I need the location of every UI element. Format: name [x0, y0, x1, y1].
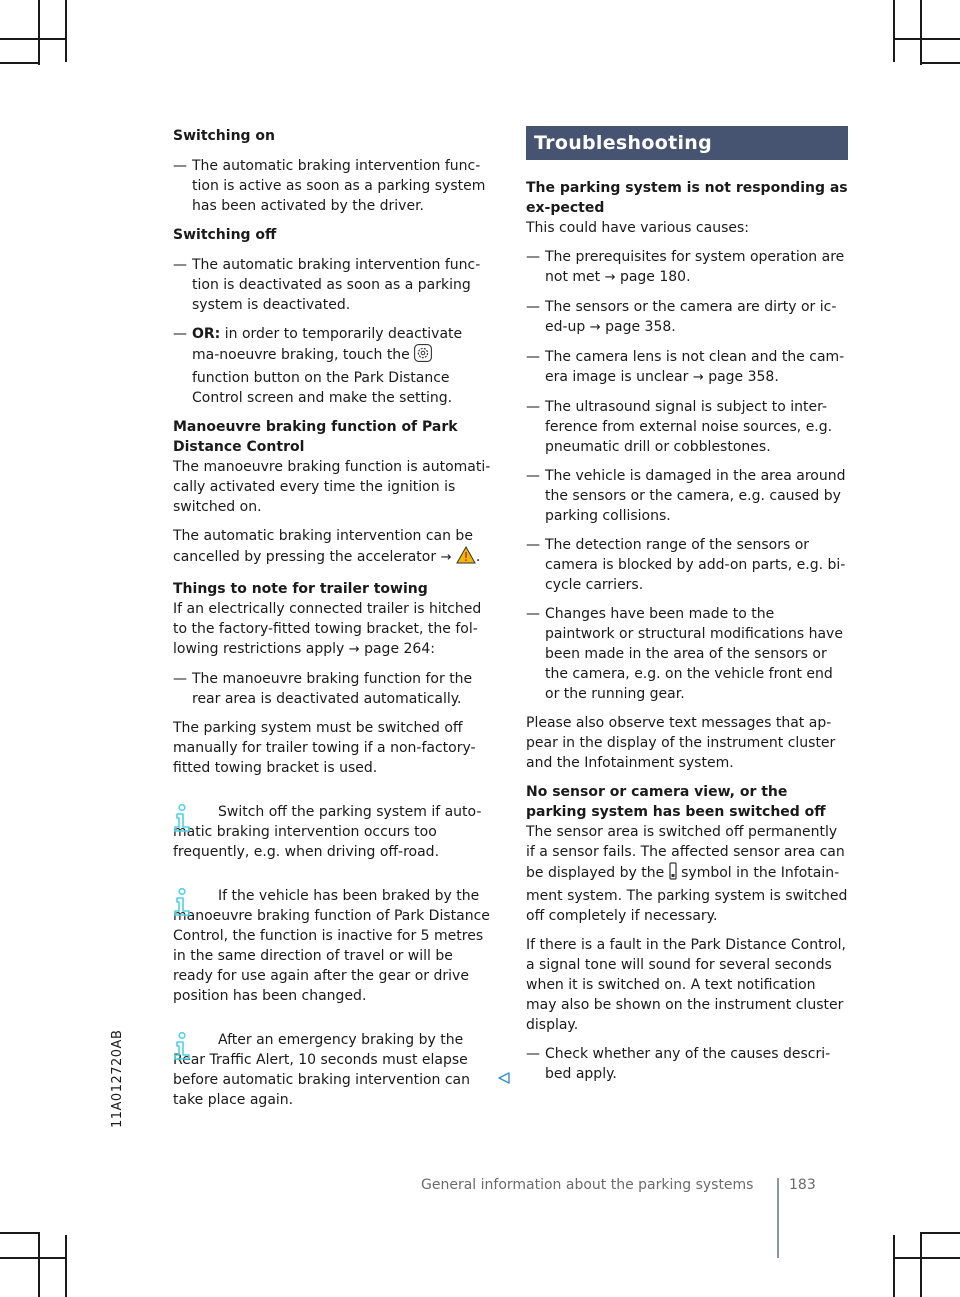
switching-off-list [173, 255, 493, 408]
footer-divider [777, 1178, 779, 1258]
paragraph-text: The sensor area is switched off permanently if a sensor fails. The affected sensor area can be displayed by the [526, 824, 845, 881]
list-item: — The automatic braking intervention func-tion is deactivated as soon as a parking system is deactivated. [173, 255, 493, 315]
list-item-text: function button on the Park Distance Control screen and make the setting. [192, 370, 453, 406]
list-item: — The automatic braking intervention func-tion is active as soon as a parking system has been activated by the driver. [173, 156, 493, 216]
crop-mark [0, 1232, 40, 1234]
arrow-right-icon: → [440, 550, 452, 565]
list-item-end: . [671, 319, 676, 335]
list-item-end: . [686, 269, 691, 285]
info-note [173, 802, 493, 862]
left-column [173, 126, 493, 1110]
crop-mark [920, 1232, 922, 1297]
crop-mark [38, 1232, 40, 1297]
crop-mark [0, 62, 40, 64]
page-reference[interactable]: page 180 [619, 269, 687, 285]
info-note [173, 886, 493, 1006]
gear-icon [414, 344, 432, 368]
info-note-icon [173, 1032, 191, 1060]
paragraph-text: If an electrically connected trailer is hitched to the factory-fitted towing bracket, the fol-lowing restrictions apply [173, 601, 482, 657]
crop-mark [38, 0, 40, 65]
list-item-end: . [774, 369, 779, 385]
list-item-text: in order to temporarily deactivate ma-noeuvre braking, touch the [192, 326, 463, 363]
note-text: If the vehicle has been braked by the manoeuvre braking function of Park Distance Control, the function is inactive for 5 metres in the same direction of travel or will be ready for use again after the gear or drive position has been changed. [173, 888, 490, 1004]
crop-mark [65, 0, 67, 62]
list-item: — The vehicle is damaged in the area around the sensors or the camera, e.g. caused by parking collisions. [526, 466, 848, 526]
list-item: — The manoeuvre braking function for the rear area is deactivated automatically. [173, 669, 493, 709]
paragraph-text: symbol in the Infotain-ment system. The parking system is switched off completely if necessary. [526, 865, 848, 924]
no-sensor-heading: No sensor or camera view, or the parking system has been switched off [526, 784, 826, 820]
page-reference[interactable]: page 358 [708, 369, 775, 385]
list-item [526, 247, 848, 288]
info-note [173, 1030, 493, 1110]
sensor-off-icon [669, 862, 677, 886]
paragraph-end: . [475, 549, 481, 565]
causes-list [526, 247, 848, 704]
list-item [173, 324, 493, 408]
no-sensor-paragraph: If there is a fault in the Park Distance Control, a signal tone will sound for several seconds when it is switched on. A text notification may also be shown on the instrument cluster display. [526, 937, 846, 1033]
list-item: — Changes have been made to the paintwork or structural modifications have been made in the area of the sensors or the camera, e.g. on the vehicle front end or the running gear. [526, 604, 848, 704]
page-reference[interactable]: page 358 [605, 319, 672, 335]
not-responding-heading: The parking system is not responding as ex-pected [526, 180, 848, 216]
switching-off-heading: Switching off [173, 227, 277, 243]
list-item-text: The sensors or the camera are dirty or ic-ed-up [545, 299, 837, 335]
crop-mark [920, 62, 960, 64]
paragraph-end: : [430, 641, 435, 657]
or-label: OR: [192, 326, 221, 342]
crop-mark [920, 0, 922, 65]
warning-triangle-icon [456, 546, 476, 570]
arrow-right-icon: → [692, 370, 704, 385]
arrow-right-icon: → [589, 320, 601, 335]
list-item-text: The prerequisites for system operation are not met [545, 249, 845, 285]
list-item [526, 347, 848, 388]
page-number: 183 [789, 1177, 816, 1193]
note-text: After an emergency braking by the Rear Traffic Alert, 10 seconds must elapse before automatic braking intervention can take place again. [173, 1032, 470, 1108]
trailer-heading: Things to note for trailer towing [173, 581, 428, 597]
trailer-list [173, 669, 493, 709]
switching-on-list [173, 156, 493, 216]
crop-mark [0, 1257, 65, 1259]
crop-mark [895, 1257, 960, 1259]
info-note-icon [173, 804, 191, 832]
footer-chapter-title: General information about the parking systems [421, 1177, 754, 1193]
observe-paragraph: Please also observe text messages that ap-pear in the display of the instrument cluster and the Infotainment system. [526, 715, 836, 771]
list-item [526, 297, 848, 338]
right-column [526, 126, 848, 1093]
info-note-icon [173, 888, 191, 916]
list-item: — The ultrasound signal is subject to inter-ference from external noise sources, e.g. pneumatic drill or cobblestones. [526, 397, 848, 457]
crop-mark [920, 1232, 960, 1234]
document-code: 11A012720AB [110, 1029, 125, 1128]
crop-mark [895, 38, 960, 40]
switching-on-heading: Switching on [173, 128, 276, 144]
trailer-paragraph: The parking system must be switched off manually for trailer towing if a non-factory-fitted towing bracket is used. [173, 720, 476, 776]
crop-mark [893, 1235, 895, 1297]
list-item: — The detection range of the sensors or camera is blocked by add-on parts, e.g. bi-cycle carriers. [526, 535, 848, 595]
crop-mark [893, 0, 895, 62]
check-list [526, 1044, 848, 1084]
manoeuvre-heading: Manoeuvre braking function of Park Distance Control [173, 419, 458, 455]
crop-mark [65, 1235, 67, 1297]
troubleshooting-banner: Troubleshooting [526, 126, 848, 160]
note-text: Switch off the parking system if auto-matic braking intervention occurs too frequently, e.g. when driving off-road. [173, 804, 482, 860]
crop-mark [0, 38, 65, 40]
manoeuvre-paragraph [173, 526, 493, 570]
arrow-right-icon: → [604, 270, 616, 285]
intro-paragraph: This could have various causes: [526, 220, 749, 236]
no-sensor-paragraph [526, 822, 848, 926]
manoeuvre-paragraph: The manoeuvre braking function is automati-cally activated every time the ignition is switched on. [173, 459, 491, 515]
paragraph-text: The automatic braking intervention can be cancelled by pressing the accelerator [173, 528, 473, 565]
arrow-right-icon: → [348, 642, 360, 657]
list-item-text: The camera lens is not clean and the cam-era image is unclear [545, 349, 845, 385]
page-reference[interactable]: page 264 [364, 641, 431, 657]
trailer-paragraph [173, 599, 493, 660]
list-item: — Check whether any of the causes descri-bed apply. [526, 1044, 848, 1084]
end-of-section-triangle-icon [497, 1069, 511, 1088]
